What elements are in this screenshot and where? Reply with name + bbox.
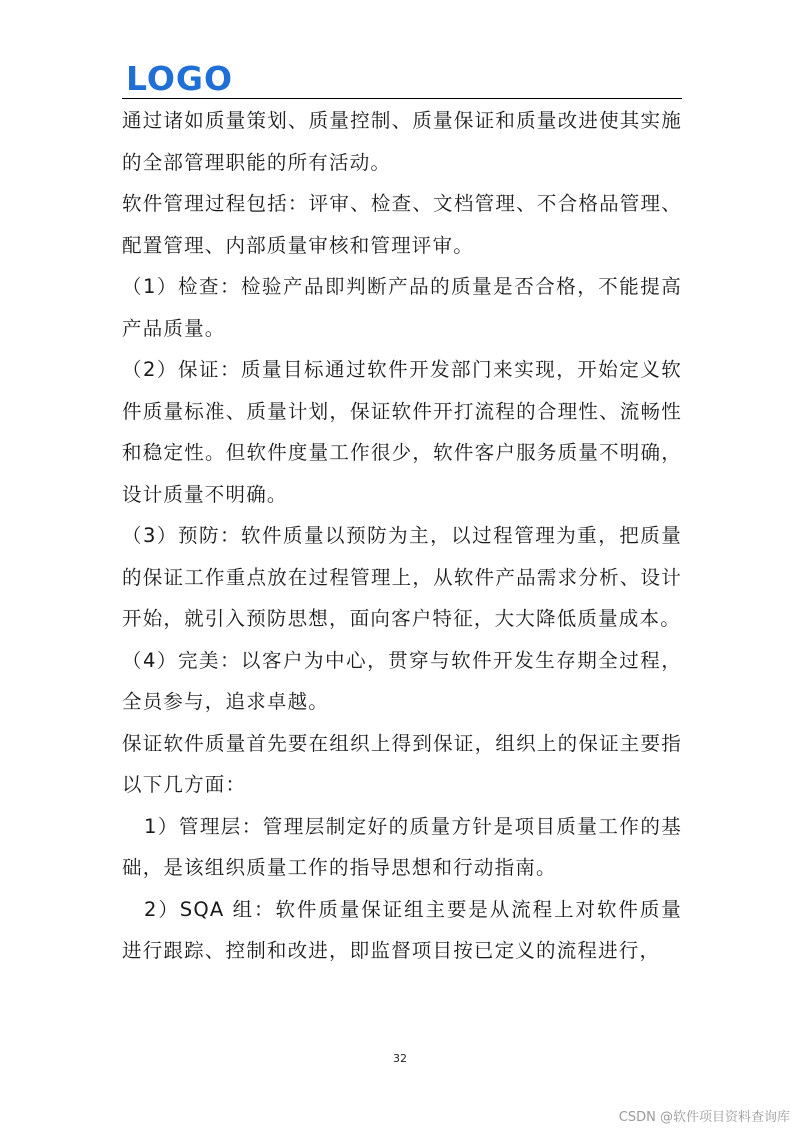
paragraph-inspection: （1）检查：检验产品即判断产品的质量是否合格，不能提高产品质量。 — [122, 275, 682, 340]
page-number: 32 — [393, 1052, 407, 1065]
paragraph-assurance: （2）保证：质量目标通过软件开发部门来实现，开始定义软件质量标准、质量计划，保证软件开打流程的合理性、流畅性和稳定性。但软件度量工作很少，软件客户服务质量不明确，设计质量不明确。 — [122, 358, 682, 506]
paragraph-perfection: （4）完美：以客户为中心，贯穿与软件开发生存期全过程，全员参与，追求卓越。 — [122, 648, 682, 713]
source-watermark: CSDN @软件项目资料查询库 — [618, 1110, 790, 1125]
document-body — [122, 100, 682, 972]
header-divider — [122, 98, 682, 99]
company-logo: LOGO — [126, 59, 234, 98]
paragraph-management-process: 软件管理过程包括：评审、检查、文档管理、不合格品管理、配置管理、内部质量审核和管理评审。 — [122, 192, 682, 257]
paragraph-prevention: （3）预防：软件质量以预防为主，以过程管理为重，把质量的保证工作重点放在过程管理上，从软件产品需求分析、设计开始，就引入预防思想，面向客户特征，大大降低质量成本。 — [122, 524, 682, 630]
paragraph-management-layer: 1）管理层：管理层制定好的质量方针是项目质量工作的基础，是该组织质量工作的指导思想和行动指南。 — [122, 814, 682, 879]
paragraph-organizational-assurance: 保证软件质量首先要在组织上得到保证，组织上的保证主要指以下几方面： — [122, 731, 682, 796]
paragraph-quality-management-definition: 通过诸如质量策划、质量控制、质量保证和质量改进使其实施的全部管理职能的所有活动。 — [122, 109, 682, 174]
paragraph-sqa-group: 2）SQA 组：软件质量保证组主要是从流程上对软件质量进行跟踪、控制和改进，即监督项目按已定义的流程进行， — [122, 897, 682, 962]
